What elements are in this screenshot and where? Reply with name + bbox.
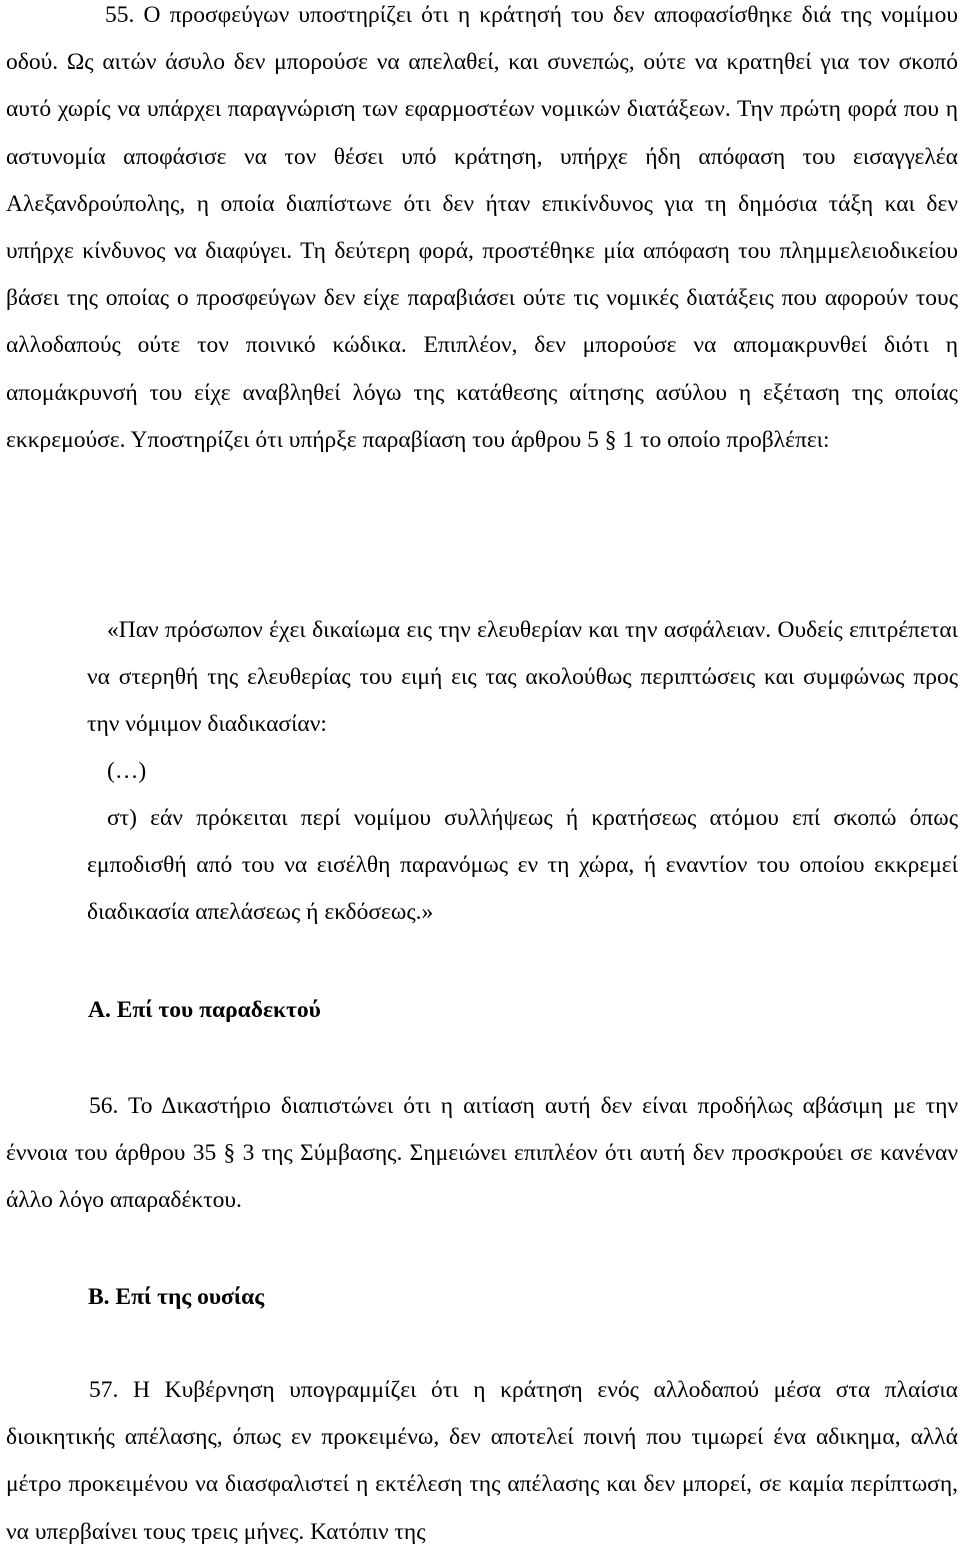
heading-merits: Β. Επί της ουσίας [88, 1284, 265, 1310]
quote-article-5-part1: «Παν πρόσωπον έχει δικαίωμα εις την ελευθερίαν και την ασφάλειαν. Ουδείς επιτρέπεται να στερηθή της ελευθερίας του ειμή εις τας ακολούθως περιπτώσεις και συμφώνως προς την νόμιμον διαδικασίαν: [87, 617, 958, 738]
quote-ellipsis: (…) [107, 758, 147, 784]
paragraph-57: 57. Η Κυβέρνηση υπογραμμίζει ότι η κράτηση ενός αλλοδαπού μέσα στα πλαίσια διοικητικής απέλασης, όπως εν προκειμένω, δεν αποτελεί ποινή που τιμωρεί ένα αδικημα, αλλά μέτρο προκειμένου να διασφαλιστεί η εκτέλεση της απέλασης και δεν μπορεί, σε καμία περίπτωση, να υπερβαίνει τους τρεις μήνες. Κατόπιν της [6, 1377, 958, 1545]
paragraph-56: 56. Το Δικαστήριο διαπιστώνει ότι η αιτίαση αυτή δεν είναι προδήλως αβάσιμη με την έννοια του άρθρου 35 § 3 της Σύμβασης. Σημειώνει επιπλέον ότι αυτή δεν προσκρούει σε κανέναν άλλο λόγο απαραδέκτου. [6, 1093, 958, 1214]
paragraph-55: 55. Ο προσφεύγων υποστηρίζει ότι η κράτησή του δεν αποφασίσθηκε διά της νομίμου οδού. Ως αιτών άσυλο δεν μπορούσε να απελαθεί, και συνεπώς, ούτε να κρατηθεί για τον σκοπό αυτό χωρίς να υπάρχει παραγνώριση των εφαρμοστέων νομικών διατάξεων. Την πρώτη φορά που η αστυνομία αποφάσισε να τον θέσει υπό κράτηση, υπήρχε ήδη απόφαση του εισαγγελέα Αλεξανδρούπολης, η οποία διαπίστωνε ότι δεν ήταν επικίνδυνος για τη δημόσια τάξη και δεν υπήρχε κίνδυνος να διαφύγει. Τη δεύτερη φορά, προστέθηκε μία απόφαση του πλημμελειοδικείου βάσει της οποίας ο προσφεύγων δεν είχε παραβιάσει ούτε τις νομικές διατάξεις που αφορούν τους αλλοδαπούς ούτε τον ποινικό κώδικα. Επιπλέον, δεν μπορούσε να απομακρυνθεί διότι η απομάκρυνσή του είχε αναβληθεί λόγω της κατάθεσης αίτησης ασύλου η εξέταση της οποίας εκκρεμούσε. Υποστηρίζει ότι υπήρξε παραβίαση του άρθρου 5 § 1 το οποίο προβλέπει: [6, 2, 958, 453]
quote-article-5-part2: στ) εάν πρόκειται περί νομίμου συλλήψεως ή κρατήσεως ατόμου επί σκοπώ όπως εμποδισθή από του να εισέλθη παρανόμως εν τη χώρα, ή εναντίον του οποίου εκκρεμεί διαδικασία απελάσεως ή εκδόσεως.» [87, 805, 958, 926]
heading-admissibility: Α. Επί του παραδεκτού [88, 997, 321, 1023]
